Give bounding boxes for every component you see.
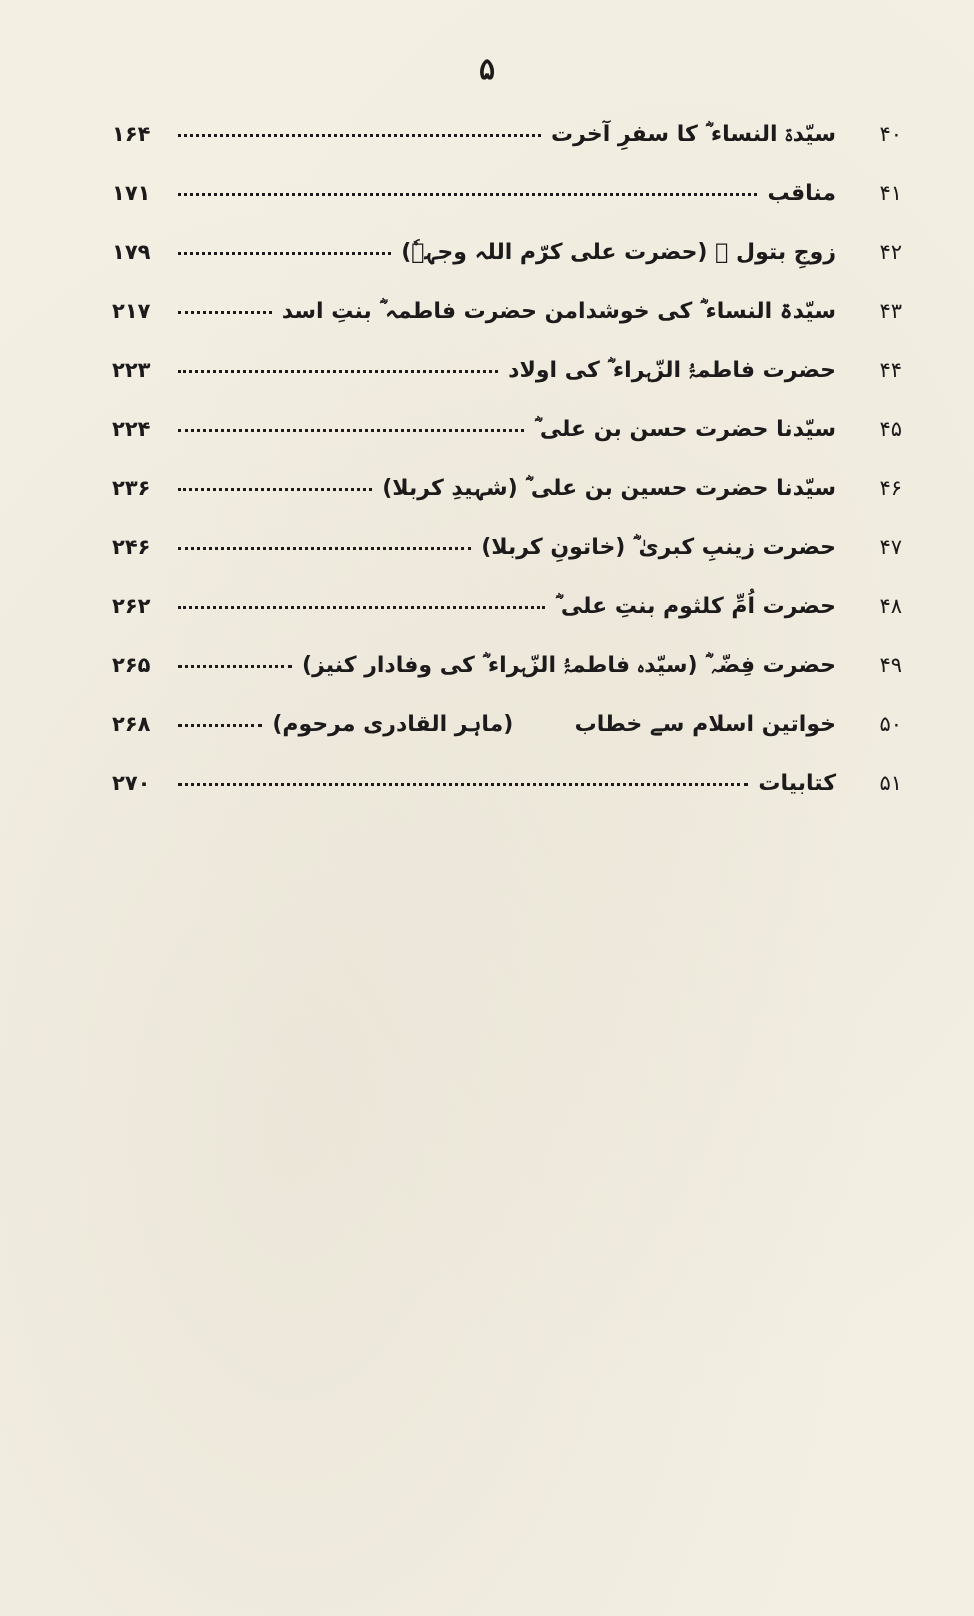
toc-entry-number: ۴۰ — [879, 122, 902, 146]
toc-leader-dots — [178, 546, 471, 550]
page-number: ۵ — [478, 52, 496, 87]
toc-entry-title: حضرت فاطمۃُ الزّہراء ؓ کی اولاد — [508, 358, 836, 383]
toc-entry-page: ۱۷۹ — [112, 240, 151, 264]
toc-entry-43 — [112, 299, 902, 358]
toc-entry-49 — [112, 653, 902, 712]
toc-entry-40 — [112, 122, 902, 181]
toc-leader-dots — [178, 605, 545, 609]
table-of-contents — [112, 122, 902, 830]
toc-entry-title: سیّدۃ النساء ؓ کی خوشدامن حضرت فاطمہ ؓ بنتِ اسد — [281, 299, 836, 324]
toc-entry-45 — [112, 417, 902, 476]
toc-leader-dots — [178, 487, 372, 491]
toc-entry-title: خواتین اسلام سے خطاب (ماہر القادری مرحوم) — [272, 712, 836, 737]
toc-entry-number: ۴۵ — [879, 417, 902, 441]
toc-entry-page: ۲۳۶ — [112, 476, 151, 500]
toc-leader-dots — [178, 133, 541, 137]
toc-leader-dots — [178, 782, 748, 786]
toc-entry-title: سیّدنا حضرت حسن بن علی ؓ — [534, 417, 836, 442]
toc-entry-title: حضرت فِضّہ ؓ (سیّدہ فاطمۃُ الزّہراء ؓ کی وفادار کنیز) — [302, 653, 836, 678]
toc-entry-page: ۲۷۰ — [112, 771, 151, 795]
toc-entry-number: ۵۰ — [879, 712, 902, 736]
toc-entry-number: ۴۹ — [879, 653, 902, 677]
toc-entry-number: ۴۸ — [879, 594, 902, 618]
toc-entry-page: ۱۷۱ — [112, 181, 151, 205]
toc-entry-title: زوجِ بتول ؓ (حضرت علی کرّم اللہ وجہہٗ) — [401, 240, 836, 265]
toc-entry-41 — [112, 181, 902, 240]
toc-leader-dots — [178, 664, 292, 668]
toc-entry-title: سیّدنا حضرت حسین بن علی ؓ (شہیدِ کربلا) — [382, 476, 836, 501]
toc-entry-page: ۲۶۸ — [112, 712, 151, 736]
toc-entry-page: ۲۶۲ — [112, 594, 151, 618]
toc-entry-50 — [112, 712, 902, 771]
toc-entry-title: مناقب — [767, 181, 836, 206]
toc-entry-number: ۴۲ — [879, 240, 902, 264]
toc-leader-dots — [178, 192, 757, 196]
toc-entry-number: ۴۳ — [879, 299, 902, 323]
toc-leader-dots — [178, 369, 498, 373]
toc-entry-page: ۲۶۵ — [112, 653, 151, 677]
toc-entry-title: سیّدۃ النساء ؓ کا سفرِ آخرت — [551, 122, 836, 147]
toc-leader-dots — [178, 310, 272, 314]
toc-entry-46 — [112, 476, 902, 535]
toc-entry-48 — [112, 594, 902, 653]
toc-entry-number: ۴۶ — [879, 476, 902, 500]
toc-leader-dots — [178, 428, 524, 432]
toc-entry-51 — [112, 771, 902, 830]
toc-entry-title: حضرت اُمِّ کلثوم بنتِ علی ؓ — [555, 594, 836, 619]
toc-entry-number: ۵۱ — [879, 771, 902, 795]
toc-entry-page: ۲۱۷ — [112, 299, 151, 323]
toc-leader-dots — [178, 723, 262, 727]
toc-leader-dots — [178, 251, 391, 255]
toc-entry-title: کتابیات — [758, 771, 836, 796]
toc-entry-number: ۴۱ — [879, 181, 902, 205]
toc-entry-number: ۴۷ — [879, 535, 902, 559]
toc-entry-title: حضرت زینبِ کبریٰ ؓ (خاتونِ کربلا) — [481, 535, 836, 560]
toc-entry-page: ۲۴۶ — [112, 535, 151, 559]
toc-entry-number: ۴۴ — [879, 358, 902, 382]
toc-entry-47 — [112, 535, 902, 594]
toc-entry-page: ۲۲۴ — [112, 417, 151, 441]
toc-entry-42 — [112, 240, 902, 299]
toc-entry-page: ۱۶۴ — [112, 122, 151, 146]
toc-entry-page: ۲۲۳ — [112, 358, 151, 382]
toc-entry-44 — [112, 358, 902, 417]
